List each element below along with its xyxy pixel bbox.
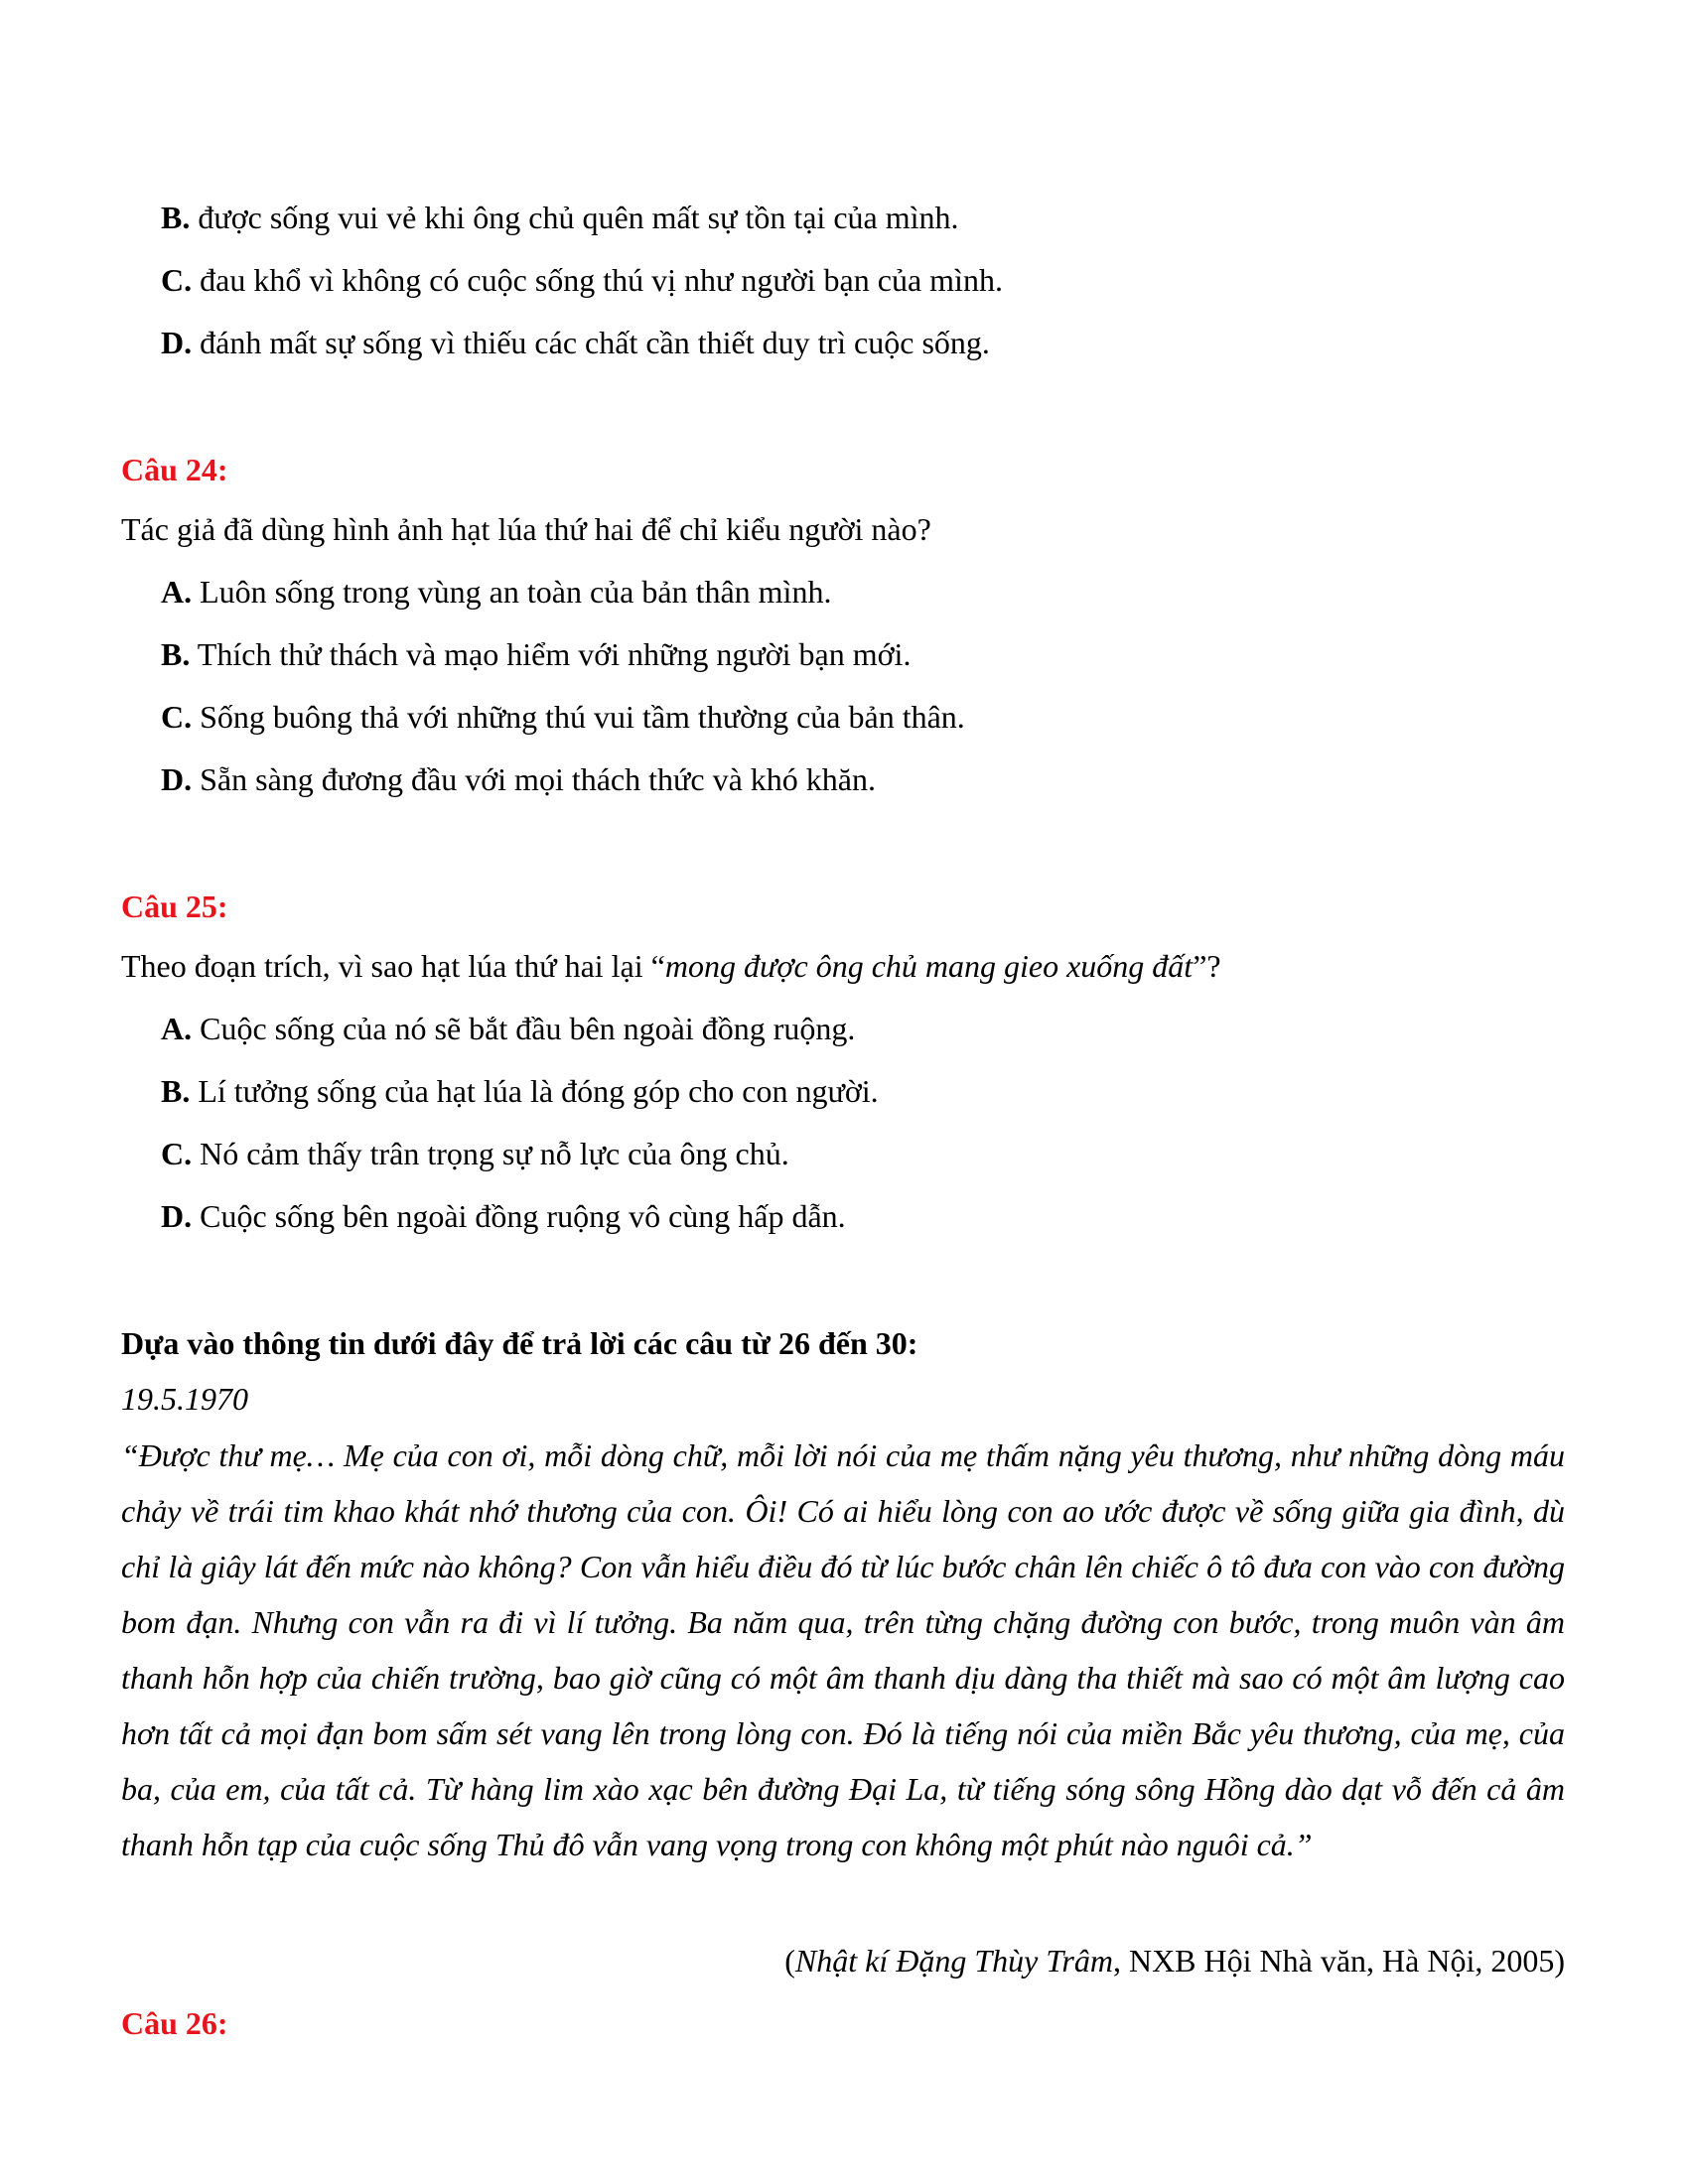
option-text: Luôn sống trong vùng an toàn của bản thân mình. [192, 574, 832, 610]
q24-option-b [161, 634, 911, 674]
passage-source [784, 1941, 1565, 1980]
option-letter: A. [161, 574, 193, 610]
q25-option-b [161, 1071, 879, 1111]
passage-instruction: Dựa vào thông tin dưới đây để trả lời các câu từ 26 đến 30: [121, 1325, 918, 1361]
option-text: Nó cảm thấy trân trọng sự nỗ lực của ông chủ. [192, 1136, 789, 1171]
q23-option-c [161, 260, 1003, 300]
option-letter: C. [161, 262, 193, 298]
option-letter: C. [161, 1136, 193, 1171]
option-letter: D. [161, 761, 193, 797]
q25-question [121, 946, 1221, 986]
q23-option-d [161, 323, 990, 362]
q24-heading: Câu 24: [121, 452, 228, 487]
source-open: ( [784, 1943, 795, 1979]
option-letter: D. [161, 325, 193, 360]
option-text: Lí tưởng sống của hạt lúa là đóng góp cho con người. [190, 1073, 879, 1109]
question-text-end: ”? [1193, 948, 1221, 984]
option-text: Thích thử thách và mạo hiểm với những người bạn mới. [190, 636, 912, 672]
option-letter: B. [161, 636, 191, 672]
q25-option-d [161, 1196, 846, 1236]
option-text: Cuộc sống của nó sẽ bắt đầu bên ngoài đồng ruộng. [192, 1011, 856, 1046]
q23-option-b [161, 198, 959, 237]
option-letter: B. [161, 200, 191, 235]
q26-heading: Câu 26: [121, 2005, 228, 2041]
option-letter: B. [161, 1073, 191, 1109]
q24-option-d [161, 759, 876, 799]
source-rest: , NXB Hội Nhà văn, Hà Nội, 2005) [1112, 1943, 1565, 1979]
question-quote: mong được ông chủ mang gieo xuống đất [664, 948, 1194, 984]
option-letter: A. [161, 1011, 193, 1046]
passage-text: “Được thư mẹ… Mẹ của con ơi, mỗi dòng chữ, mỗi lời nói của mẹ thấm nặng yêu thương, như những dòng máu chảy về trái tim khao khát nhớ thương của con. Ôi! Có ai hiểu lòng con ao ước được về sống giữa gia đình, dù chỉ là giây lát đến mức nào không? Con vẫn hiểu điều đó từ lúc bước chân lên chiếc ô tô đưa con vào con đường bom đạn. Nhưng con vẫn ra đi vì lí tưởng. Ba năm qua, trên từng chặng đường con bước, trong muôn vàn âm thanh hỗn hợp của chiến trường, bao giờ cũng có một âm thanh dịu dàng tha thiết mà sao có một âm lượng cao hơn tất cả mọi đạn bom sấm sét vang lên trong lòng con. Đó là tiếng nói của miền Bắc yêu thương, của mẹ, của ba, của em, của tất cả. Từ hàng lim xào xạc bên đường Đại La, từ tiếng sóng sông Hồng dào dạt vỗ đến cả âm thanh hỗn tạp của cuộc sống Thủ đô vẫn vang vọng trong con không một phút nào nguôi cả.” [121, 1437, 1565, 1862]
q25-option-a [161, 1009, 855, 1048]
option-text: đánh mất sự sống vì thiếu các chất cần thiết duy trì cuộc sống. [192, 325, 990, 360]
q24-option-c [161, 697, 965, 737]
option-text: Sẵn sàng đương đầu với mọi thách thức và khó khăn. [192, 761, 876, 797]
option-letter: D. [161, 1198, 193, 1234]
option-text: Cuộc sống bên ngoài đồng ruộng vô cùng hấp dẫn. [192, 1198, 846, 1234]
q25-heading: Câu 25: [121, 888, 228, 924]
passage-date: 19.5.1970 [121, 1381, 248, 1417]
option-text: đau khổ vì không có cuộc sống thú vị như người bạn của mình. [192, 262, 1003, 298]
option-letter: C. [161, 699, 193, 735]
question-text: Theo đoạn trích, vì sao hạt lúa thứ hai lại “ [121, 948, 665, 984]
option-text: được sống vui vẻ khi ông chủ quên mất sự tồn tại của mình. [190, 200, 959, 235]
q24-option-a [161, 572, 831, 612]
option-text: Sống buông thả với những thú vui tầm thường của bản thân. [192, 699, 965, 735]
q24-question: Tác giả đã dùng hình ảnh hạt lúa thứ hai để chỉ kiểu người nào? [121, 511, 931, 547]
source-title: Nhật kí Đặng Thùy Trâm [794, 1943, 1113, 1979]
q25-option-c [161, 1134, 789, 1173]
